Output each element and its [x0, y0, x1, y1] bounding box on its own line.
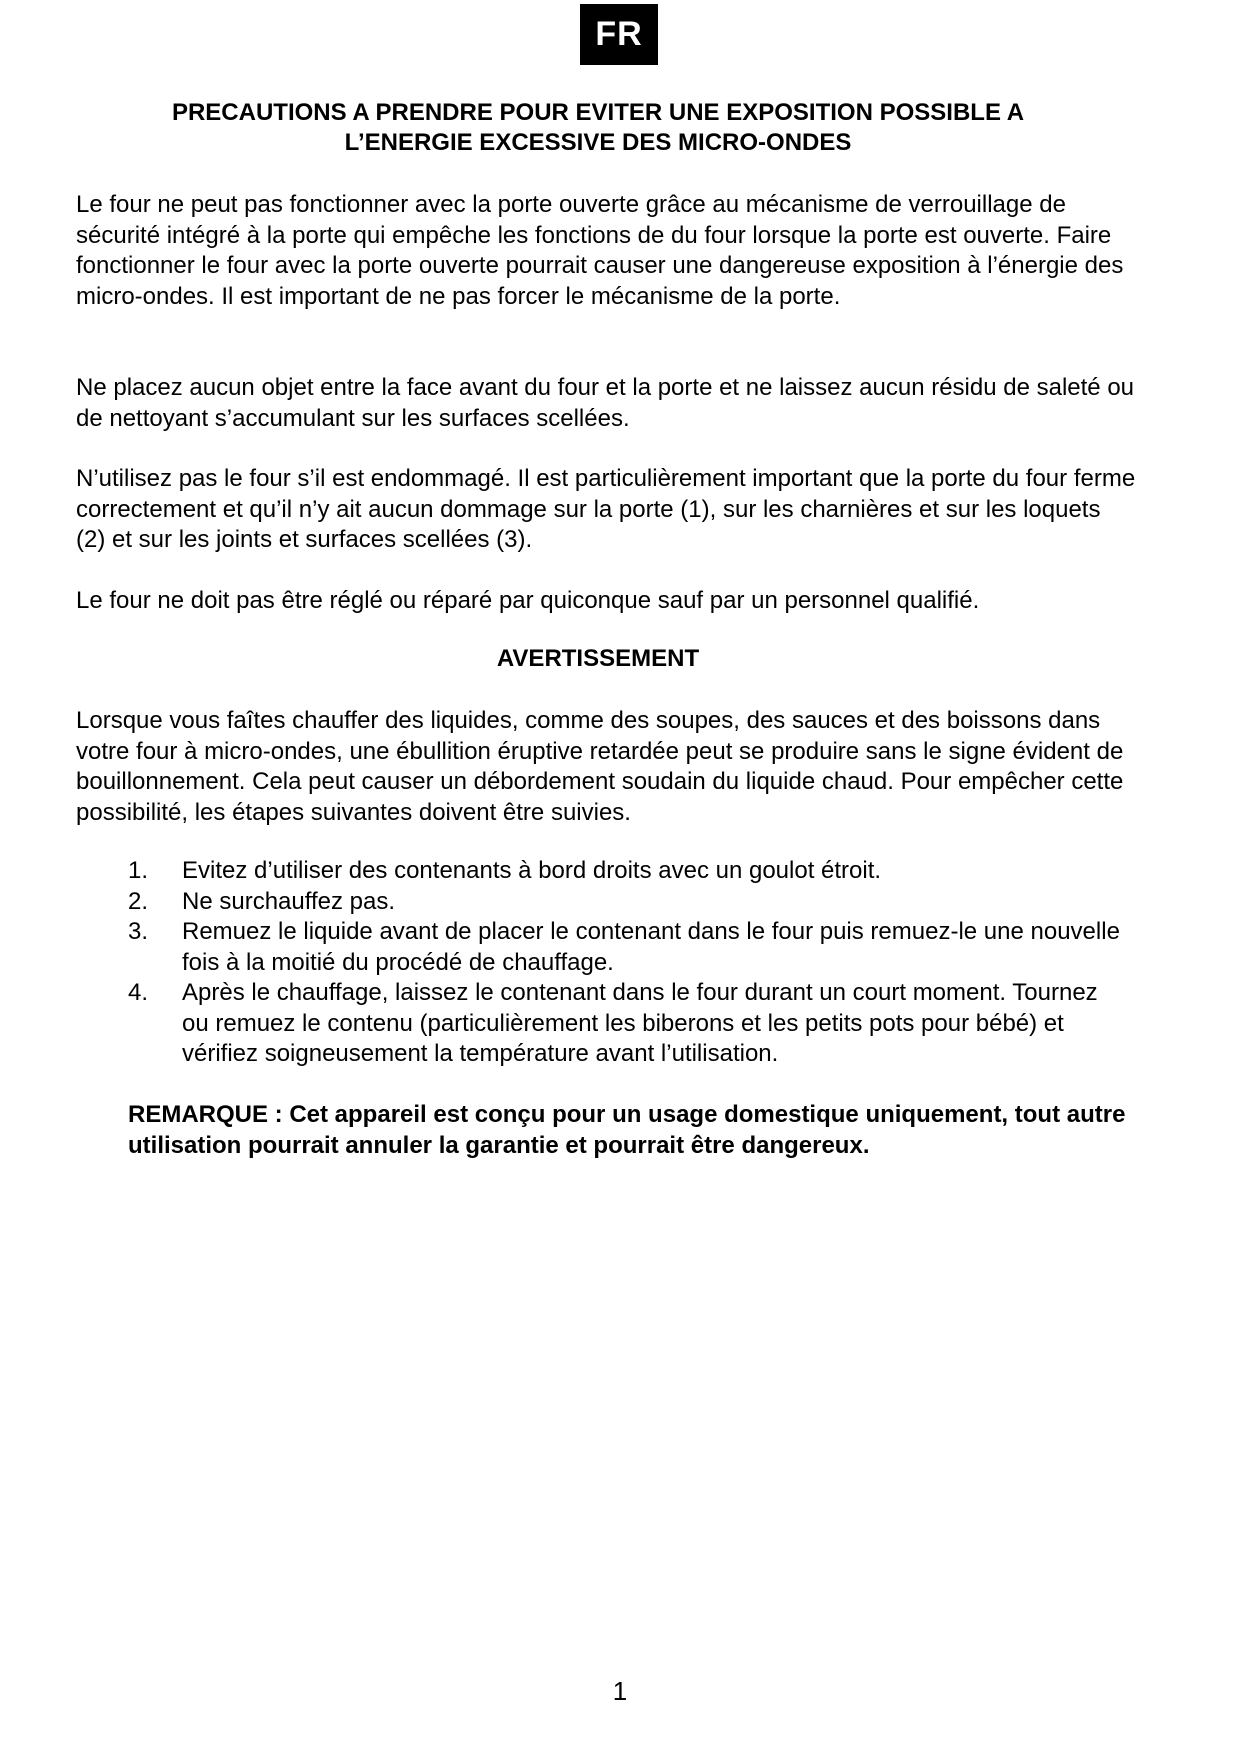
page-title: [76, 98, 1120, 158]
remark-note: REMARQUE : Cet appareil est conçu pour un usage domestique uniquement, tout autre utilisation pourrait annuler la garantie et pourrait être dangereux.: [128, 1101, 1126, 1159]
warning-heading: AVERTISSEMENT: [496, 645, 700, 672]
page-title-line-2: L’ENERGIE EXCESSIVE DES MICRO-ONDES: [344, 129, 852, 156]
list-item-text: Evitez d’utiliser des contenants à bord droits avec un goulot étroit.: [182, 857, 882, 884]
paragraph-sealed-surfaces: Ne placez aucun objet entre la face avant du four et la porte et ne laissez aucun résidu de saleté ou de nettoyant s’accumulant sur les surfaces scellées.: [76, 374, 1135, 432]
paragraph-qualified-repair: Le four ne doit pas être réglé ou réparé par quiconque sauf par un personnel qualifié.: [76, 587, 980, 614]
list-item: [128, 917, 1128, 978]
list-item-number: 3.: [128, 918, 149, 945]
warning-paragraph: Lorsque vous faîtes chauffer des liquides, comme des soupes, des sauces et des boissons dans votre four à micro-ondes, une ébullition éruptive retardée peut se produire sans le signe évident de bouillonnement. Cela peut causer un débordement soudain du liquide chaud. Pour empêcher cette possibilité, les étapes suivantes doivent être suivies.: [76, 707, 1124, 826]
paragraph-damaged-oven: N’utilisez pas le four s’il est endommagé. Il est particulièrement important que la porte du four ferme correctement et qu’il n’y ait aucun dommage sur la porte (1), sur les charnières et sur les loquets (2) et sur les joints et surfaces scellées (3).: [76, 465, 1136, 553]
list-item-text: Remuez le liquide avant de placer le contenant dans le four puis remuez-le une nouvelle fois à la moitié du procédé de chauffage.: [182, 918, 1120, 976]
paragraph-door-lock: Le four ne peut pas fonctionner avec la porte ouverte grâce au mécanisme de verrouillage de sécurité intégré à la porte qui empêche les fonctions de du four lorsque la porte est ouverte. Faire fonctionner le four avec la porte ouverte pourrait causer une dangereuse exposition à l’énergie des micro-ondes. Il est important de ne pas forcer le mécanisme de la porte.: [76, 191, 1124, 310]
list-item: [128, 978, 1128, 1070]
page-title-line-1: PRECAUTIONS A PRENDRE POUR EVITER UNE EXPOSITION POSSIBLE A: [171, 99, 1025, 126]
steps-list: [128, 856, 1128, 1070]
list-item: [128, 856, 1128, 887]
list-item-number: 4.: [128, 979, 149, 1006]
list-item-text: Ne surchauffez pas.: [182, 887, 396, 915]
list-item-text: Après le chauffage, laissez le contenant dans le four durant un court moment. Tournez ou remuez le contenu (particulièrement les biberons et les petits pots pour bébé) et vérifiez soigneusement la température avant l’utilisation.: [182, 979, 1098, 1067]
list-item-number: 2.: [128, 887, 149, 915]
page-number: 1: [612, 1676, 628, 1706]
language-badge: FR: [580, 4, 658, 65]
list-item: [128, 887, 1128, 918]
list-item-number: 1.: [128, 857, 149, 884]
